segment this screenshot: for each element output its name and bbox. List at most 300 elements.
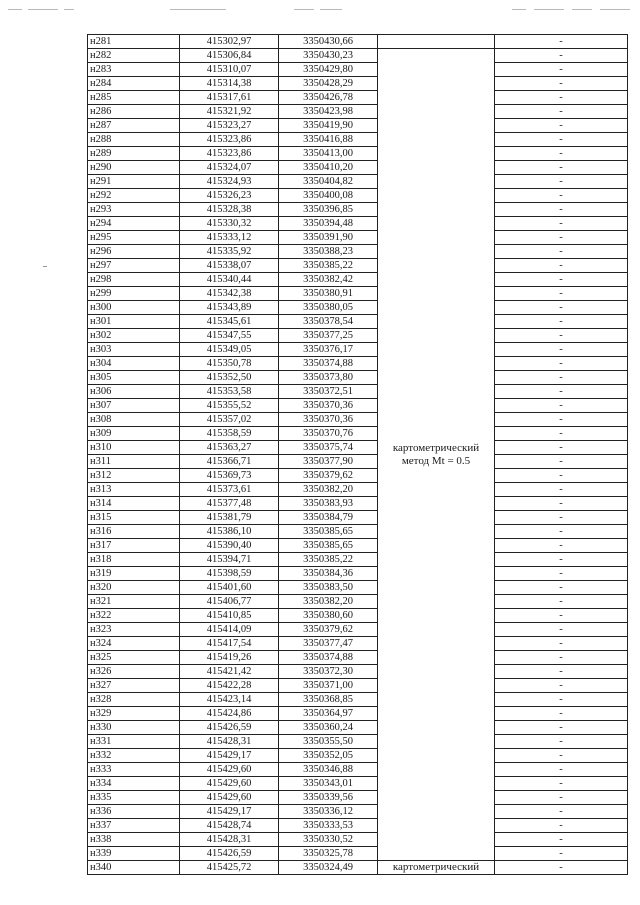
x-coordinate-cell: 415355,52 [180,399,279,413]
table-row [88,357,628,371]
extra-value-cell: - [495,301,628,315]
scan-edge-mark [43,266,47,267]
point-id-cell: н302 [88,329,180,343]
y-coordinate-cell: 3350385,22 [279,553,378,567]
y-coordinate-cell: 3350385,22 [279,259,378,273]
point-id-cell: н324 [88,637,180,651]
extra-value-cell: - [495,553,628,567]
x-coordinate-cell: 415306,84 [180,49,279,63]
table-row [88,819,628,833]
x-coordinate-cell: 415394,71 [180,553,279,567]
y-coordinate-cell: 3350372,30 [279,665,378,679]
table-row [88,413,628,427]
header-mark [8,9,22,10]
point-id-cell: н314 [88,497,180,511]
extra-value-cell: - [495,399,628,413]
table-row [88,49,628,63]
point-id-cell: н325 [88,651,180,665]
x-coordinate-cell: 415421,42 [180,665,279,679]
x-coordinate-cell: 415410,85 [180,609,279,623]
point-id-cell: н284 [88,77,180,91]
point-id-cell: н315 [88,511,180,525]
x-coordinate-cell: 415352,50 [180,371,279,385]
table-row [88,847,628,861]
point-id-cell: н340 [88,861,180,875]
table-row [88,77,628,91]
y-coordinate-cell: 3350426,78 [279,91,378,105]
table-row [88,511,628,525]
y-coordinate-cell: 3350379,62 [279,469,378,483]
x-coordinate-cell: 415373,61 [180,483,279,497]
y-coordinate-cell: 3350379,62 [279,623,378,637]
table-row [88,651,628,665]
point-id-cell: н322 [88,609,180,623]
table-row [88,721,628,735]
table-row [88,399,628,413]
coordinates-table [87,34,628,875]
y-coordinate-cell: 3350383,50 [279,581,378,595]
y-coordinate-cell: 3350378,54 [279,315,378,329]
x-coordinate-cell: 415426,59 [180,847,279,861]
extra-value-cell: - [495,371,628,385]
table-row [88,679,628,693]
header-mark [512,9,526,10]
x-coordinate-cell: 415338,07 [180,259,279,273]
y-coordinate-cell: 3350374,88 [279,651,378,665]
table-row [88,693,628,707]
y-coordinate-cell: 3350394,48 [279,217,378,231]
extra-value-cell: - [495,63,628,77]
point-id-cell: н294 [88,217,180,231]
x-coordinate-cell: 415357,02 [180,413,279,427]
y-coordinate-cell: 3350430,66 [279,35,378,49]
table-row [88,385,628,399]
extra-value-cell: - [495,847,628,861]
extra-value-cell: - [495,245,628,259]
coordinates-table-body [88,35,628,875]
x-coordinate-cell: 415330,32 [180,217,279,231]
y-coordinate-cell: 3350382,42 [279,273,378,287]
extra-value-cell: - [495,147,628,161]
x-coordinate-cell: 415401,60 [180,581,279,595]
x-coordinate-cell: 415323,27 [180,119,279,133]
x-coordinate-cell: 415321,92 [180,105,279,119]
x-coordinate-cell: 415369,73 [180,469,279,483]
extra-value-cell: - [495,637,628,651]
x-coordinate-cell: 415302,97 [180,35,279,49]
y-coordinate-cell: 3350385,65 [279,539,378,553]
x-coordinate-cell: 415349,05 [180,343,279,357]
point-id-cell: н321 [88,595,180,609]
y-coordinate-cell: 3350377,25 [279,329,378,343]
y-coordinate-cell: 3350325,78 [279,847,378,861]
extra-value-cell: - [495,735,628,749]
extra-value-cell: - [495,427,628,441]
y-coordinate-cell: 3350374,88 [279,357,378,371]
extra-value-cell: - [495,707,628,721]
extra-value-cell: - [495,77,628,91]
extra-value-cell: - [495,679,628,693]
extra-value-cell: - [495,119,628,133]
point-id-cell: н308 [88,413,180,427]
table-row [88,427,628,441]
table-row [88,595,628,609]
table-row [88,497,628,511]
y-coordinate-cell: 3350370,36 [279,399,378,413]
extra-value-cell: - [495,805,628,819]
extra-value-cell: - [495,623,628,637]
y-coordinate-cell: 3350382,20 [279,595,378,609]
y-coordinate-cell: 3350380,91 [279,287,378,301]
table-row [88,805,628,819]
extra-value-cell: - [495,175,628,189]
point-id-cell: н299 [88,287,180,301]
extra-value-cell: - [495,343,628,357]
extra-value-cell: - [495,385,628,399]
extra-value-cell: - [495,497,628,511]
point-id-cell: н285 [88,91,180,105]
x-coordinate-cell: 415429,17 [180,749,279,763]
x-coordinate-cell: 415426,59 [180,721,279,735]
extra-value-cell: - [495,665,628,679]
x-coordinate-cell: 415428,31 [180,735,279,749]
extra-value-cell: - [495,217,628,231]
point-id-cell: н337 [88,819,180,833]
table-row [88,105,628,119]
point-id-cell: н310 [88,441,180,455]
header-mark [28,9,58,10]
method-cell-last: картометрический [378,861,495,875]
extra-value-cell: - [495,791,628,805]
extra-value-cell: - [495,329,628,343]
x-coordinate-cell: 415350,78 [180,357,279,371]
x-coordinate-cell: 415328,38 [180,203,279,217]
point-id-cell: н326 [88,665,180,679]
point-id-cell: н305 [88,371,180,385]
point-id-cell: н313 [88,483,180,497]
y-coordinate-cell: 3350377,47 [279,637,378,651]
point-id-cell: н323 [88,623,180,637]
method-merged-cell [378,49,495,861]
table-row [88,833,628,847]
extra-value-cell: - [495,455,628,469]
y-coordinate-cell: 3350339,56 [279,791,378,805]
extra-value-cell: - [495,49,628,63]
point-id-cell: н282 [88,49,180,63]
header-mark [320,9,342,10]
extra-value-cell: - [495,693,628,707]
table-row [88,861,628,875]
extra-value-cell: - [495,833,628,847]
point-id-cell: н304 [88,357,180,371]
point-id-cell: н319 [88,567,180,581]
point-id-cell: н290 [88,161,180,175]
extra-value-cell: - [495,861,628,875]
x-coordinate-cell: 415347,55 [180,329,279,343]
y-coordinate-cell: 3350384,36 [279,567,378,581]
table-row [88,609,628,623]
header-mark [600,9,630,10]
y-coordinate-cell: 3350368,85 [279,693,378,707]
table-row [88,371,628,385]
x-coordinate-cell: 415429,60 [180,791,279,805]
y-coordinate-cell: 3350410,20 [279,161,378,175]
table-row [88,189,628,203]
point-id-cell: н297 [88,259,180,273]
x-coordinate-cell: 415314,38 [180,77,279,91]
x-coordinate-cell: 415423,14 [180,693,279,707]
table-row [88,469,628,483]
table-row [88,665,628,679]
table-row [88,343,628,357]
table-row [88,259,628,273]
point-id-cell: н307 [88,399,180,413]
extra-value-cell: - [495,105,628,119]
y-coordinate-cell: 3350377,90 [279,455,378,469]
y-coordinate-cell: 3350364,97 [279,707,378,721]
x-coordinate-cell: 415422,28 [180,679,279,693]
table-row [88,483,628,497]
x-coordinate-cell: 415381,79 [180,511,279,525]
method-text-line2: метод Mt = 0.5 [401,454,471,467]
table-row [88,231,628,245]
y-coordinate-cell: 3350330,52 [279,833,378,847]
y-coordinate-cell: 3350419,90 [279,119,378,133]
y-coordinate-cell: 3350373,80 [279,371,378,385]
extra-value-cell: - [495,721,628,735]
point-id-cell: н300 [88,301,180,315]
point-id-cell: н327 [88,679,180,693]
extra-value-cell: - [495,581,628,595]
x-coordinate-cell: 415343,89 [180,301,279,315]
x-coordinate-cell: 415428,74 [180,819,279,833]
y-coordinate-cell: 3350370,76 [279,427,378,441]
x-coordinate-cell: 415353,58 [180,385,279,399]
point-id-cell: н287 [88,119,180,133]
point-id-cell: н286 [88,105,180,119]
header-mark [294,9,314,10]
header-mark [572,9,592,10]
x-coordinate-cell: 415358,59 [180,427,279,441]
y-coordinate-cell: 3350343,01 [279,777,378,791]
extra-value-cell: - [495,203,628,217]
table-row [88,133,628,147]
point-id-cell: н311 [88,455,180,469]
y-coordinate-cell: 3350384,79 [279,511,378,525]
x-coordinate-cell: 415345,61 [180,315,279,329]
point-id-cell: н312 [88,469,180,483]
scan-header-marks [0,0,640,30]
x-coordinate-cell: 415324,07 [180,161,279,175]
table-row [88,329,628,343]
y-coordinate-cell: 3350388,23 [279,245,378,259]
point-id-cell: н288 [88,133,180,147]
x-coordinate-cell: 415428,31 [180,833,279,847]
extra-value-cell: - [495,651,628,665]
table-row [88,203,628,217]
table-row [88,749,628,763]
point-id-cell: н306 [88,385,180,399]
table-row [88,119,628,133]
y-coordinate-cell: 3350346,88 [279,763,378,777]
table-row [88,161,628,175]
point-id-cell: н309 [88,427,180,441]
extra-value-cell: - [495,539,628,553]
y-coordinate-cell: 3350376,17 [279,343,378,357]
y-coordinate-cell: 3350355,50 [279,735,378,749]
table-row [88,315,628,329]
table-row [88,763,628,777]
x-coordinate-cell: 415419,26 [180,651,279,665]
x-coordinate-cell: 415417,54 [180,637,279,651]
table-row [88,581,628,595]
table-row [88,273,628,287]
y-coordinate-cell: 3350396,85 [279,203,378,217]
point-id-cell: н329 [88,707,180,721]
table-row [88,637,628,651]
point-id-cell: н335 [88,791,180,805]
y-coordinate-cell: 3350430,23 [279,49,378,63]
y-coordinate-cell: 3350372,51 [279,385,378,399]
y-coordinate-cell: 3350360,24 [279,721,378,735]
x-coordinate-cell: 415386,10 [180,525,279,539]
point-id-cell: н333 [88,763,180,777]
extra-value-cell: - [495,595,628,609]
table-row [88,525,628,539]
table-row [88,623,628,637]
point-id-cell: н330 [88,721,180,735]
y-coordinate-cell: 3350380,60 [279,609,378,623]
table-row [88,455,628,469]
point-id-cell: н332 [88,749,180,763]
y-coordinate-cell: 3350324,49 [279,861,378,875]
extra-value-cell: - [495,231,628,245]
point-id-cell: н338 [88,833,180,847]
x-coordinate-cell: 415414,09 [180,623,279,637]
y-coordinate-cell: 3350333,53 [279,819,378,833]
y-coordinate-cell: 3350385,65 [279,525,378,539]
extra-value-cell: - [495,35,628,49]
extra-value-cell: - [495,287,628,301]
point-id-cell: н328 [88,693,180,707]
y-coordinate-cell: 3350382,20 [279,483,378,497]
point-id-cell: н283 [88,63,180,77]
point-id-cell: н296 [88,245,180,259]
extra-value-cell: - [495,609,628,623]
point-id-cell: н334 [88,777,180,791]
table-row [88,175,628,189]
x-coordinate-cell: 415317,61 [180,91,279,105]
x-coordinate-cell: 415406,77 [180,595,279,609]
extra-value-cell: - [495,763,628,777]
y-coordinate-cell: 3350336,12 [279,805,378,819]
y-coordinate-cell: 3350413,00 [279,147,378,161]
point-id-cell: н291 [88,175,180,189]
extra-value-cell: - [495,525,628,539]
point-id-cell: н295 [88,231,180,245]
header-mark [170,9,226,10]
extra-value-cell: - [495,567,628,581]
point-id-cell: н339 [88,847,180,861]
y-coordinate-cell: 3350423,98 [279,105,378,119]
x-coordinate-cell: 415342,38 [180,287,279,301]
table-row [88,217,628,231]
point-id-cell: н292 [88,189,180,203]
y-coordinate-cell: 3350371,00 [279,679,378,693]
y-coordinate-cell: 3350429,80 [279,63,378,77]
x-coordinate-cell: 415390,40 [180,539,279,553]
extra-value-cell: - [495,469,628,483]
y-coordinate-cell: 3350370,36 [279,413,378,427]
y-coordinate-cell: 3350375,74 [279,441,378,455]
x-coordinate-cell: 415424,86 [180,707,279,721]
point-id-cell: н303 [88,343,180,357]
table-row [88,777,628,791]
y-coordinate-cell: 3350380,05 [279,301,378,315]
point-id-cell: н316 [88,525,180,539]
point-id-cell: н289 [88,147,180,161]
y-coordinate-cell: 3350400,08 [279,189,378,203]
extra-value-cell: - [495,189,628,203]
extra-value-cell: - [495,133,628,147]
header-mark [534,9,564,10]
table-row [88,91,628,105]
y-coordinate-cell: 3350416,88 [279,133,378,147]
extra-value-cell: - [495,749,628,763]
table-row [88,245,628,259]
header-mark [64,9,74,10]
point-id-cell: н301 [88,315,180,329]
extra-value-cell: - [495,413,628,427]
x-coordinate-cell: 415398,59 [180,567,279,581]
x-coordinate-cell: 415333,12 [180,231,279,245]
x-coordinate-cell: 415366,71 [180,455,279,469]
point-id-cell: н318 [88,553,180,567]
y-coordinate-cell: 3350352,05 [279,749,378,763]
y-coordinate-cell: 3350391,90 [279,231,378,245]
point-id-cell: н317 [88,539,180,553]
x-coordinate-cell: 415425,72 [180,861,279,875]
x-coordinate-cell: 415363,27 [180,441,279,455]
table-row [88,63,628,77]
x-coordinate-cell: 415310,07 [180,63,279,77]
table-row [88,441,628,455]
extra-value-cell: - [495,161,628,175]
x-coordinate-cell: 415377,48 [180,497,279,511]
y-coordinate-cell: 3350383,93 [279,497,378,511]
table-row [88,553,628,567]
table-row [88,147,628,161]
point-id-cell: н281 [88,35,180,49]
extra-value-cell: - [495,511,628,525]
method-cell-empty [378,35,495,49]
table-row [88,791,628,805]
point-id-cell: н293 [88,203,180,217]
table-row [88,301,628,315]
method-text-line1: картометрический [392,441,480,454]
point-id-cell: н331 [88,735,180,749]
x-coordinate-cell: 415323,86 [180,147,279,161]
extra-value-cell: - [495,273,628,287]
point-id-cell: н298 [88,273,180,287]
x-coordinate-cell: 415429,60 [180,777,279,791]
extra-value-cell: - [495,777,628,791]
x-coordinate-cell: 415323,86 [180,133,279,147]
x-coordinate-cell: 415324,93 [180,175,279,189]
y-coordinate-cell: 3350404,82 [279,175,378,189]
extra-value-cell: - [495,441,628,455]
extra-value-cell: - [495,819,628,833]
